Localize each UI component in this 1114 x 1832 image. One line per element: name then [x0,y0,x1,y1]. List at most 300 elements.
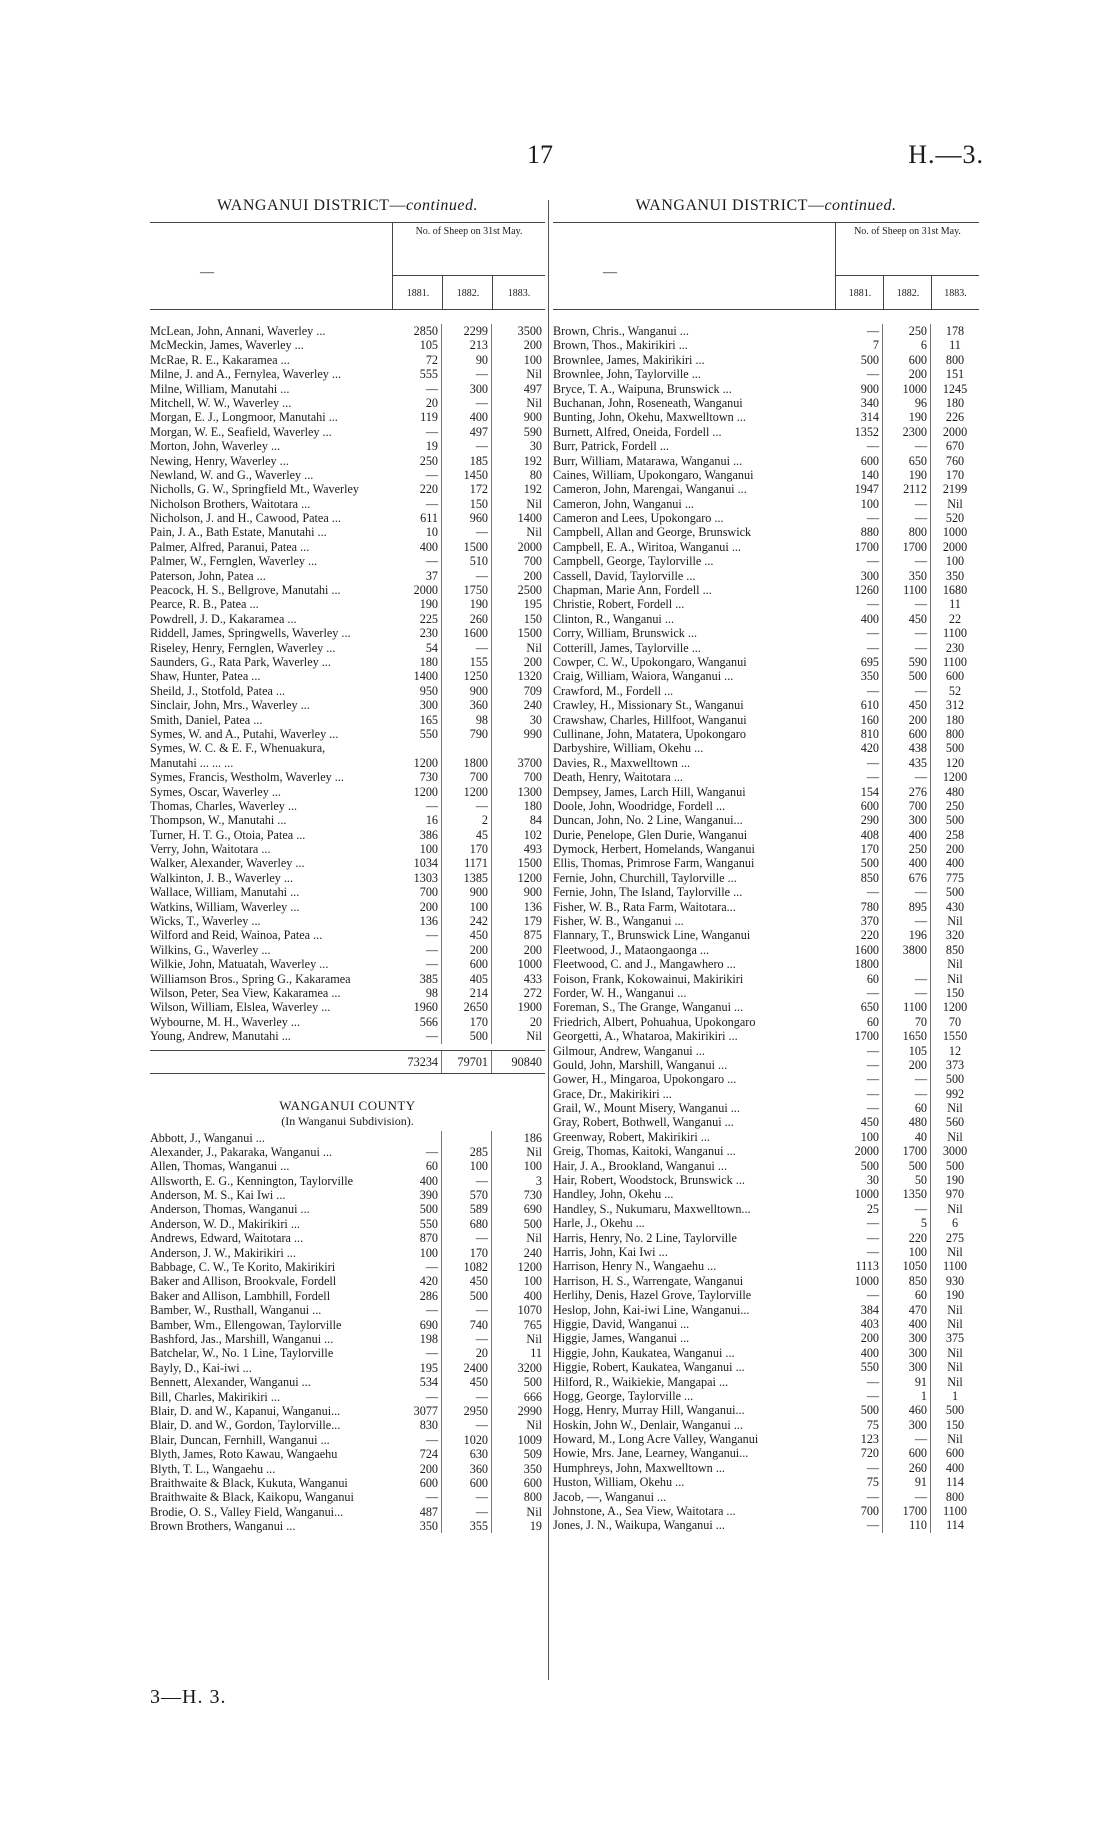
table-row [150,1231,545,1245]
table-row [553,1259,979,1273]
sheep-1881: 1947 [835,482,883,496]
sheep-1881: 72 [392,353,442,367]
owner-name: Riseley, Henry, Fernglen, Waverley ... [150,640,336,655]
owner-name: Cowper, C. W., Upokongaro, Wanganui [553,654,747,669]
sheep-1881: 500 [835,1159,883,1173]
table-row [553,669,979,683]
sheep-1883: 11 [949,597,961,612]
name-column-header: — [200,265,214,280]
owner-name: Brown, Thos., Makirikiri ... [553,338,688,353]
sheep-1882: 110 [883,1518,931,1532]
sheep-1883: 500 [945,741,965,756]
sheep-1882: — [883,1072,931,1086]
owner-name: Dempsey, James, Larch Hill, Wanganui [553,784,746,799]
sheep-1882: 2299 [442,324,492,338]
sheep-1882: 20 [442,1346,492,1360]
sheep-1883: 275 [945,1230,965,1245]
sheep-1881: 20 [392,396,442,410]
table-row [553,439,979,453]
sheep-1883: 400 [523,1288,542,1303]
sheep-1881: 300 [392,698,442,712]
county-heading: WANGANUI COUNTY [279,1097,416,1113]
sheep-1882: — [442,1231,492,1245]
sheep-1881: — [835,770,883,784]
sheep-1881: 190 [392,597,442,611]
sheep-1882: 300 [883,1360,931,1374]
sheep-1881: — [392,1390,442,1404]
sheep-1882: 60 [883,1101,931,1115]
owner-name: Grail, W., Mount Misery, Wanganui ... [553,1101,740,1116]
sheep-1881: 2000 [392,583,442,597]
owner-name: Anderson, W. D., Makirikiri ... [150,1216,300,1231]
table-row [553,1087,979,1101]
sheep-1883: 114 [946,1518,964,1533]
table-row [553,842,979,856]
sheep-1882: 1350 [883,1187,931,1201]
sheep-1883: 480 [945,784,965,799]
owner-name: Death, Henry, Waitotara ... [553,770,683,785]
sheep-1882: — [883,641,931,655]
owner-name: Young, Andrew, Manutahi ... [150,1029,291,1044]
sheep-1881: — [392,1145,442,1159]
right-district-heading: WANGANUI DISTRICT—continued. [635,197,897,214]
sheep-1882: 1100 [883,1000,931,1014]
table-row [150,943,545,957]
owner-name: Howie, Mrs. Jane, Learney, Wanganui... [553,1446,749,1461]
sheep-1882: 91 [883,1475,931,1489]
sheep-1882: 2112 [883,482,931,496]
sheep-1881: 7 [835,338,883,352]
table-row [553,1159,979,1173]
sheep-1882: 1450 [442,468,492,482]
sheep-1883: 800 [945,1489,965,1504]
owner-name: Duncan, John, No. 2 Line, Wanganui... [553,813,743,828]
county-subheading: (In Wanganui Subdivision). [281,1113,414,1128]
owner-name: Cameron, John, Wanganui ... [553,496,694,511]
sheep-1883: 3500 [517,324,542,338]
sheep-1882: 50 [883,1173,931,1187]
sheep-1883: 3000 [942,1144,968,1159]
sheep-1883: Nil [947,496,963,511]
sheep-1883: 1500 [517,626,542,641]
sheep-1883: 709 [523,683,542,698]
sheep-1883: 180 [945,712,965,727]
sheep-1883: 375 [945,1331,965,1346]
table-row [150,482,545,496]
sheep-1882: — [442,569,492,583]
sheep-1882: 405 [442,972,492,986]
total-1882: 79701 [442,1051,492,1073]
sheep-1883: 6 [951,1216,959,1231]
sheep-1882: 300 [883,1346,931,1360]
sheep-1882: 450 [442,1375,492,1389]
table-row [150,741,545,755]
sheep-1883: 312 [945,698,965,713]
sheep-1881: 611 [392,511,442,525]
owner-name: Nicholson, J. and H., Cawood, Patea ... [150,511,341,526]
table-row [553,1058,979,1072]
sheep-1881: 384 [835,1303,883,1317]
sheep-1881: 385 [392,972,442,986]
sheep-1881 [392,1131,442,1145]
owner-name: Brownlee, John, Taylorville ... [553,367,701,382]
sheep-1882: — [883,1490,931,1504]
sheep-1881: 400 [392,540,442,554]
sheep-1881: 1700 [835,540,883,554]
table-row [553,1231,979,1245]
sheep-1882: 2950 [442,1404,492,1418]
sheep-1882: 1700 [883,1504,931,1518]
owner-name: Brown, Chris., Wanganui ... [553,324,689,338]
owner-name: Harle, J., Okehu ... [553,1216,645,1231]
owner-name: Fleetwood, J., Mataongaonga ... [553,942,710,957]
sheep-1881: 724 [392,1447,442,1461]
owner-name: Turner, H. T. G., Otoia, Patea ... [150,827,306,842]
sheep-1881: 880 [835,525,883,539]
sheep-1881: 350 [835,669,883,683]
table-row [150,842,545,856]
sheep-1882: 100 [883,1245,931,1259]
sheep-1882: — [442,1332,492,1346]
sheep-1883: 1550 [942,1029,968,1044]
table-row [150,1029,545,1043]
table-row [150,1000,545,1014]
sheep-1883: 400 [945,856,965,871]
table-row [553,727,979,741]
owner-name: Bunting, John, Okehu, Maxwelltown ... [553,410,746,425]
sheep-1883: Nil [526,367,542,382]
sheep-1882: 190 [883,468,931,482]
total-1883: 90840 [511,1054,542,1069]
table-row [553,410,979,424]
sheep-1881: 160 [835,713,883,727]
sheep-1882: 400 [883,1317,931,1331]
sheep-1883: 430 [945,899,965,914]
table-row [553,1375,979,1389]
sheep-1882: 1171 [442,856,492,870]
owner-name: Batchelar, W., No. 1 Line, Taylorville [150,1346,334,1361]
sheep-1882: 100 [442,900,492,914]
table-row [150,928,545,942]
table-row [150,641,545,655]
table-row [553,396,979,410]
sheep-1881: 900 [835,382,883,396]
table-row [150,338,545,352]
sheep-1883: 493 [523,842,542,857]
sheep-1881: — [835,1375,883,1389]
sheep-1881: 16 [392,813,442,827]
owner-name: Riddell, James, Springwells, Waverley ... [150,626,351,641]
sheep-1881: — [392,1490,442,1504]
owner-name: Greenway, Robert, Makirikiri ... [553,1129,710,1144]
sheep-1881: 1200 [392,785,442,799]
sheep-1881: — [835,684,883,698]
sheep-1882: 1200 [442,785,492,799]
sheep-1881: 54 [392,641,442,655]
sheep-1882 [442,741,492,755]
table-row [553,1461,979,1475]
sheep-1883: Nil [947,1245,963,1259]
sheep-1881: 1700 [835,1029,883,1043]
owner-name: Braithwaite & Black, Kukuta, Wanganui [150,1475,348,1490]
sheep-1881: 500 [392,1202,442,1216]
owner-name: Forder, W. H., Wanganui ... [553,985,687,1000]
sheep-1881: — [835,439,883,453]
owner-name: Thomas, Charles, Waverley ... [150,798,298,813]
sheep-1882: 200 [442,943,492,957]
sheep-1883: 120 [945,755,965,770]
sheep-1881: 200 [835,1331,883,1345]
table-row [553,986,979,1000]
sheep-1883: 136 [523,899,542,914]
sheep-1883: 3200 [517,1360,542,1375]
sheep-1881: 220 [392,482,442,496]
sheep-1881: — [392,1433,442,1447]
right-sheep-table [553,324,979,1533]
table-row [553,597,979,611]
sheep-1881: 286 [392,1289,442,1303]
sheep-1882: — [442,525,492,539]
table-row [150,1260,545,1274]
sheep-1883: 100 [523,1159,542,1174]
table-row [150,727,545,741]
sheep-1883: Nil [947,1302,963,1317]
owner-name: Powdrell, J. D., Kakaramea ... [150,611,297,626]
owner-name: Higgie, David, Wanganui ... [553,1316,690,1331]
owner-name: Harrison, H. S., Warrengate, Wanganui [553,1273,744,1288]
sheep-1881: 290 [835,813,883,827]
sheep-1883: Nil [947,1316,963,1331]
owner-name: Fernie, John, Churchill, Taylorville ... [553,870,737,885]
sheep-1883: 150 [945,1417,965,1432]
sheep-1883: 100 [523,1274,542,1289]
district-total-row [150,1050,545,1074]
table-row [553,1044,979,1058]
owner-name: Grace, Dr., Makirikiri ... [553,1086,672,1101]
table-row [553,1130,979,1144]
sheep-1883: 1000 [517,957,542,972]
table-row [150,425,545,439]
sheep-1883: 200 [523,942,542,957]
sheep-1882 [442,1131,492,1145]
sheep-1882: 1700 [883,540,931,554]
sheep-1882: — [442,439,492,453]
sheep-1883: 690 [523,1202,542,1217]
sheep-1883: 350 [945,568,965,583]
sheep-1881: — [392,1029,442,1043]
sheep-1881: — [835,756,883,770]
right-table-header [553,222,979,310]
sheep-count-label: No. of Sheep on 31st May. [415,226,523,237]
sheep-1883: 170 [945,467,965,482]
sheep-1881: 500 [835,856,883,870]
table-row [553,698,979,712]
table-row [553,770,979,784]
table-row [150,353,545,367]
owner-name: Blyth, T. L., Wangaehu ... [150,1461,276,1476]
table-row [553,338,979,352]
sheep-1881: 3077 [392,1404,442,1418]
sheep-1882: — [883,497,931,511]
sheep-1881: 600 [835,799,883,813]
table-row [553,1346,979,1360]
table-row [150,828,545,842]
sheep-1882: 242 [442,914,492,928]
year-1882: 1882. [456,287,480,299]
table-row [150,1332,545,1346]
table-row [150,1390,545,1404]
sheep-1883: 760 [945,453,965,468]
sheep-1882: — [442,1303,492,1317]
table-row [553,540,979,554]
sheep-1883: 100 [945,554,965,569]
sheep-1883: 500 [945,885,965,900]
sheep-1882: — [442,641,492,655]
sheep-1881: — [835,1490,883,1504]
sheep-1881: 37 [392,569,442,583]
sheep-1881: — [835,1087,883,1101]
left-column [150,196,545,1533]
sheep-1883: 114 [946,1475,964,1490]
sheep-1881: 165 [392,713,442,727]
table-row [553,684,979,698]
sheep-1882: 960 [442,511,492,525]
table-row [553,828,979,842]
owner-name: Nicholls, G. W., Springfield Mt., Waverley [150,482,360,497]
table-row [150,871,545,885]
sheep-1882: — [442,1390,492,1404]
owner-name: Wilkins, G., Waverley ... [150,942,271,957]
sheep-1882: — [883,626,931,640]
sheep-1883: 178 [945,324,965,338]
table-row [150,324,545,338]
table-row [150,813,545,827]
sheep-1881: 700 [392,885,442,899]
sheep-1882: — [442,1505,492,1519]
owner-name: Brodie, O. S., Valley Field, Wanganui... [150,1504,344,1519]
owner-name: McMeckin, James, Waverley ... [150,338,304,353]
sheep-1882: 1750 [442,583,492,597]
sheep-1883: Nil [947,957,963,972]
year-1883: 1883. [507,287,531,299]
sheep-1882: — [883,511,931,525]
sheep-1881: 600 [835,454,883,468]
owner-name: Sheild, J., Stotfold, Patea ... [150,683,286,698]
sheep-1882: 589 [442,1202,492,1216]
sheep-1881: 500 [835,1403,883,1417]
sheep-1881: 100 [835,497,883,511]
owner-name: Crawford, M., Fordell ... [553,683,674,698]
sheep-1883: 850 [945,942,965,957]
owner-name: Nicholson Brothers, Waitotara ... [150,496,311,511]
owner-name: Harris, John, Kai Iwi ... [553,1245,668,1259]
sheep-1882: 1 [883,1389,931,1403]
sheep-1882: 70 [883,1015,931,1029]
owner-name: Blair, Duncan, Fernhill, Wanganui ... [150,1432,330,1447]
sheep-1882: 600 [442,957,492,971]
sheep-1882: 1050 [883,1259,931,1273]
sheep-1882: 150 [442,497,492,511]
owner-name: Chapman, Marie Ann, Fordell ... [553,583,712,598]
owner-name: Foison, Frank, Kokowainui, Makirikiri [553,971,744,986]
owner-name: Fleetwood, C. and J., Mangawhero ... [553,957,736,972]
sheep-1882: — [883,972,931,986]
sheep-1882: 300 [442,382,492,396]
sheep-1883: 509 [523,1447,542,1462]
sheep-1881: — [392,468,442,482]
sheep-1881: 10 [392,525,442,539]
sheep-1881: 2850 [392,324,442,338]
sheep-1881: 60 [835,972,883,986]
sheep-1882: 1800 [442,756,492,770]
sheep-1883: 500 [523,1216,542,1231]
owner-name: Wilkie, John, Matuatah, Waverley ... [150,957,329,972]
sheep-1882: 450 [883,698,931,712]
table-row [150,684,545,698]
sheep-1883: 992 [945,1086,965,1101]
owner-name: Crawshaw, Charles, Hillfoot, Wanganui [553,712,747,727]
sheep-1883: Nil [526,1332,542,1346]
sheep-1881: 75 [835,1418,883,1432]
sheep-1883: 80 [529,467,542,482]
sheep-1881: 300 [835,569,883,583]
sheep-1881: 154 [835,785,883,799]
sheep-1882: 2300 [883,425,931,439]
county-sheep-table [150,1131,545,1534]
owner-name: Verry, John, Waitotara ... [150,842,271,857]
sheep-1883 [492,741,545,755]
sheep-1883: 2000 [942,539,968,554]
table-row [553,569,979,583]
sheep-1882: 200 [883,713,931,727]
sheep-1882: 170 [442,842,492,856]
sheep-1882: 800 [883,525,931,539]
sheep-1883: 102 [523,827,542,842]
table-row [553,1389,979,1403]
sheep-1882: 2650 [442,1000,492,1014]
sheep-1882: 350 [883,569,931,583]
sheep-1881 [392,741,442,755]
sheep-1882: 276 [883,785,931,799]
sheep-1882: 497 [442,425,492,439]
owner-name: Handley, John, Okehu ... [553,1187,674,1202]
sheep-1882: 895 [883,900,931,914]
sheep-1881: 1000 [835,1274,883,1288]
sheep-1882: 40 [883,1130,931,1144]
sheep-1881: — [835,367,883,381]
owner-name: Blyth, James, Roto Kawau, Wangaehu [150,1447,338,1462]
sheep-1881: 1303 [392,871,442,885]
sheep-1881: 555 [392,367,442,381]
sheep-1881: 610 [835,698,883,712]
sheep-1883: 670 [945,439,965,454]
sheep-1882: 200 [883,367,931,381]
sheep-1883: 350 [523,1461,542,1476]
table-row [553,1202,979,1216]
sheep-1882: 400 [883,856,931,870]
owner-name: Hair, J. A., Brookland, Wanganui ... [553,1158,727,1173]
table-row [553,1504,979,1518]
sheep-1883: 500 [523,1375,542,1390]
owner-name: Higgie, James, Wanganui ... [553,1331,690,1346]
table-row [553,454,979,468]
owner-name: Davies, R., Maxwelltown ... [553,755,691,770]
sheep-1883: 1070 [517,1303,542,1318]
table-row [150,713,545,727]
table-row [150,669,545,683]
sheep-1882: — [883,770,931,784]
sheep-1881: — [392,497,442,511]
